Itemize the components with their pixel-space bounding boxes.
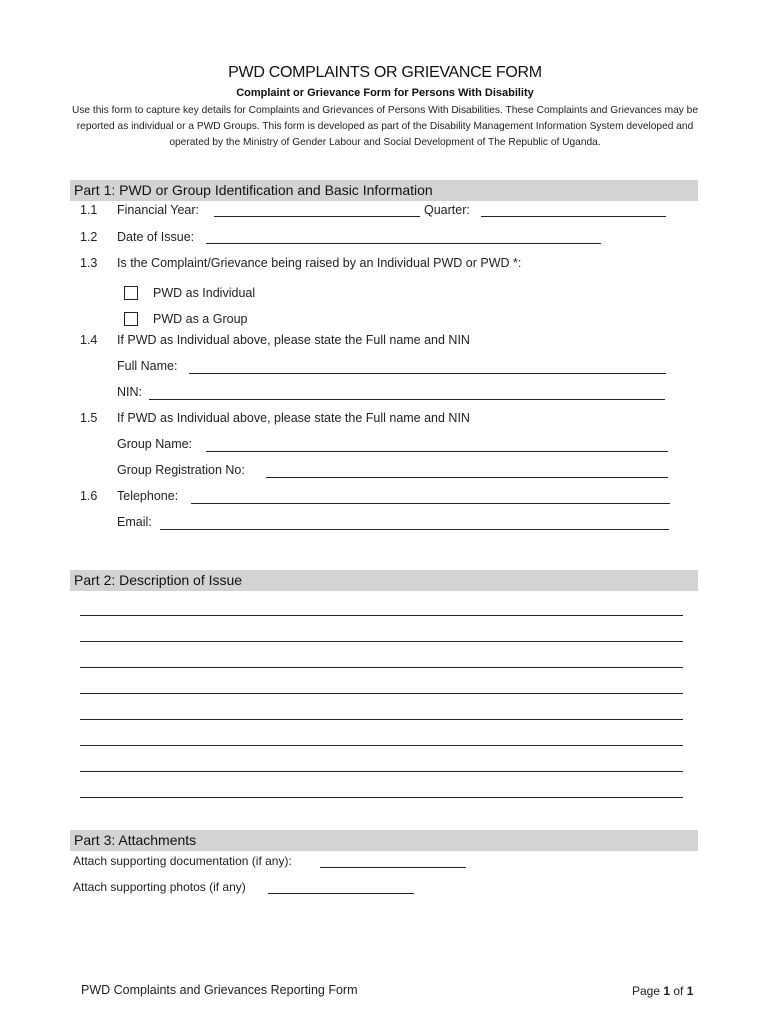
description-line[interactable] <box>80 771 683 772</box>
raised-by-question: Is the Complaint/Grievance being raised by an Individual PWD or PWD *: <box>117 256 522 270</box>
individual-prompt: If PWD as Individual above, please state the Full name and NIN <box>117 333 470 347</box>
nin-label: NIN: <box>117 385 142 399</box>
description-line[interactable] <box>80 693 683 694</box>
financial-year-field[interactable] <box>214 216 420 217</box>
description-line[interactable] <box>80 615 683 616</box>
quarter-field[interactable] <box>481 216 666 217</box>
form-subtitle: Complaint or Grievance Form for Persons With Disability <box>236 87 534 99</box>
page-prefix: Page <box>632 984 664 998</box>
group-name-field[interactable] <box>206 451 668 452</box>
email-label: Email: <box>117 515 152 529</box>
item-number-1-2: 1.2 <box>80 230 98 244</box>
attach-photos-label: Attach supporting photos (if any) <box>73 880 246 894</box>
description-line[interactable] <box>80 719 683 720</box>
group-registration-label: Group Registration No: <box>117 463 245 477</box>
telephone-label: Telephone: <box>117 489 179 503</box>
financial-year-label: Financial Year: <box>117 203 200 217</box>
group-checkbox[interactable] <box>124 312 138 326</box>
form-title: PWD COMPLAINTS OR GRIEVANCE FORM <box>228 64 542 81</box>
item-number-1-5: 1.5 <box>80 411 98 425</box>
item-number-1-3: 1.3 <box>80 256 98 270</box>
part1-title: Part 1: PWD or Group Identification and Basic Information <box>74 182 433 198</box>
email-field[interactable] <box>160 529 669 530</box>
nin-field[interactable] <box>149 399 665 400</box>
date-of-issue-label: Date of Issue: <box>117 230 195 244</box>
page-of: of <box>670 984 687 998</box>
page-current: 1 <box>663 984 671 998</box>
description-line[interactable] <box>80 797 683 798</box>
attach-documentation-label: Attach supporting documentation (if any): <box>73 854 292 868</box>
full-name-label: Full Name: <box>117 359 178 373</box>
individual-option-label: PWD as Individual <box>153 286 256 300</box>
form-intro: Use this form to capture key details for Complaints and Grievances of Persons With Disabilities. These Complaints and Grievances may be reported as individual or a PWD Groups. This form is developed as part of the Disability Management Information System developed and operated by the Ministry of Gender Labour and Social Development of The Republic of Uganda. <box>71 105 699 148</box>
date-of-issue-field[interactable] <box>206 243 601 244</box>
item-number-1-4: 1.4 <box>80 333 98 347</box>
part3-title: Part 3: Attachments <box>74 832 197 848</box>
part2-title: Part 2: Description of Issue <box>74 572 243 588</box>
telephone-field[interactable] <box>191 503 670 504</box>
group-registration-field[interactable] <box>266 477 668 478</box>
group-name-label: Group Name: <box>117 437 193 451</box>
description-line[interactable] <box>80 745 683 746</box>
attach-documentation-field[interactable] <box>320 867 466 868</box>
item-number-1-1: 1.1 <box>80 203 98 217</box>
description-line[interactable] <box>80 641 683 642</box>
item-number-1-6: 1.6 <box>80 489 98 503</box>
quarter-label: Quarter: <box>424 203 470 217</box>
page-total: 1 <box>686 984 694 998</box>
full-name-field[interactable] <box>189 373 666 374</box>
group-option-label: PWD as a Group <box>153 312 248 326</box>
attach-photos-field[interactable] <box>268 893 414 894</box>
footer-form-name: PWD Complaints and Grievances Reporting Form <box>81 983 358 997</box>
individual-checkbox[interactable] <box>124 286 138 300</box>
description-line[interactable] <box>80 667 683 668</box>
group-prompt: If PWD as Individual above, please state the Full name and NIN <box>117 411 470 425</box>
page-indicator <box>632 984 693 998</box>
